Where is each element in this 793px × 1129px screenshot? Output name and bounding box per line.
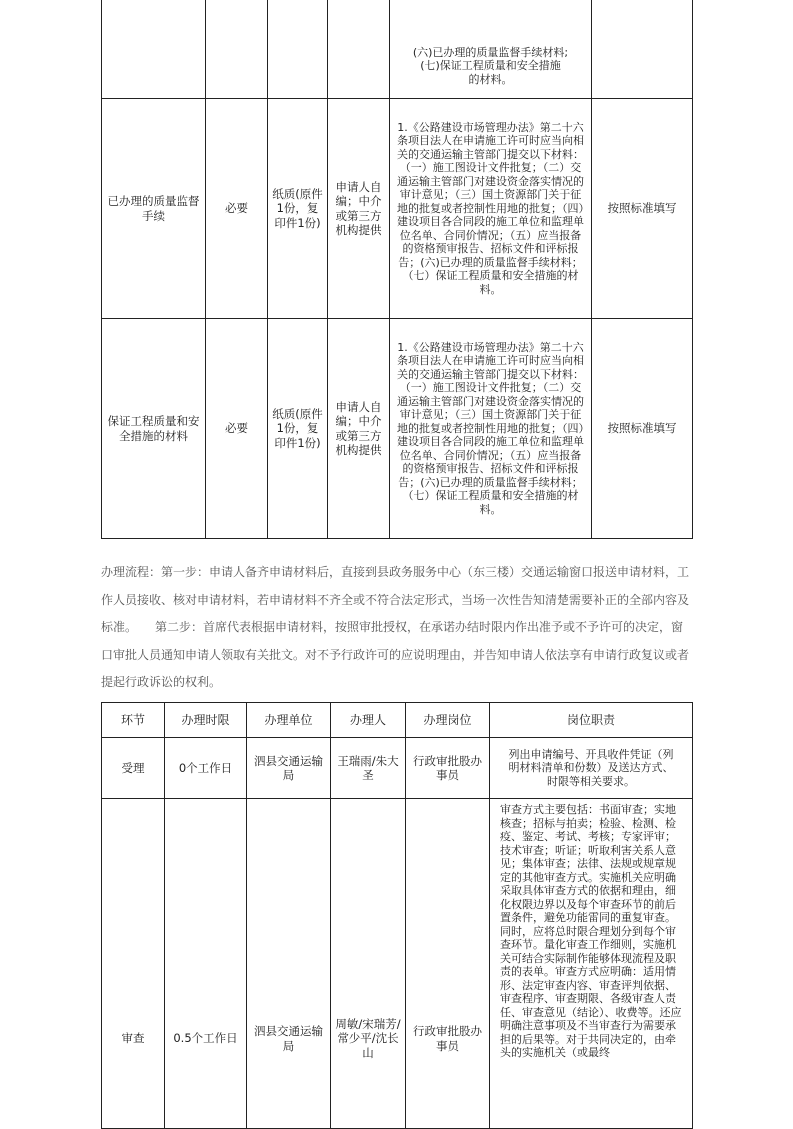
required-cell: 必要 (206, 99, 268, 319)
materials-table (101, 0, 693, 539)
header-cell: 办理时限 (165, 703, 247, 738)
form-cell: 纸质(原件1份，复印件1份) (268, 319, 328, 539)
legal-basis-cell: 1.《公路建设市场管理办法》第二十六条项目法人在申请施工许可时应当向相关的交通运输主管部门提交以下材料：（一）施工图设计文件批复；（二）交通运输主管部门对建设资金落实情况的审计意见；（三）国土资源部门关于征地的批复或者控制性用地的批复；（四）建设项目各合同段的施工单位和监理单位名单、合同价情况；（五）应当报备的资格预审报告、招标文件和评标报告；(六)已办理的质量监督手续材料；（七）保证工程质量和安全措施的材料。 (390, 99, 592, 319)
required-cell (206, 0, 268, 99)
header-cell: 办理岗位 (406, 703, 490, 738)
table-row (102, 99, 693, 319)
table-row (102, 738, 693, 799)
legal-basis-line: 的材料。 (468, 72, 513, 86)
process-text: 办理流程：第一步：申请人备齐申请材料后，直接到县政务服务中心（东三楼）交通运输窗口报送申请材料，工作人员接收、核对申请材料，若申请材料不齐全或不符合法定形式，当场一次性告知清楚需要补正的全部内容及标准。 第二步：首席代表根据申请材料，按照审批授权，在承诺办结时限内作出准予或不予许可的决定，窗口审批人员通知申请人领取有关批文。对不予行政许可的应说明理由，并告知申请人依法享有申请行政复议或者提起行政诉讼的权利。 (101, 565, 690, 689)
note-cell: 按照标准填写 (592, 319, 693, 539)
legal-basis-line: (七)保证工程质量和安全措施 (420, 59, 561, 72)
unit-cell: 泗县交通运输局 (247, 799, 331, 1129)
table-row (102, 319, 693, 539)
note-cell: 按照标准填写 (592, 99, 693, 319)
legal-basis-cell: 1.《公路建设市场管理办法》第二十六条项目法人在申请施工许可时应当向相关的交通运输主管部门提交以下材料：（一）施工图设计文件批复；（二）交通运输主管部门对建设资金落实情况的审计意见；（三）国土资源部门关于征地的批复或者控制性用地的批复；（四）建设项目各合同段的施工单位和监理单位名单、合同价情况；（五）应当报备的资格预审报告、招标文件和评标报告；(六)已办理的质量监督手续材料；（七）保证工程质量和安全措施的材料。 (390, 319, 592, 539)
source-cell (328, 0, 390, 99)
source-cell: 申请人自编；中介或第三方机构提供 (328, 319, 390, 539)
duty-cell: 列出申请编号、开具收件凭证（列明材料清单和份数）及送达方式、时限等相关要求。 (490, 738, 693, 799)
step-cell: 审查 (102, 799, 165, 1129)
material-name-cell (102, 0, 206, 99)
form-cell (268, 0, 328, 99)
step-cell: 受理 (102, 738, 165, 799)
post-cell: 行政审批股办事员 (406, 738, 490, 799)
process-description (101, 559, 693, 697)
header-cell: 环节 (102, 703, 165, 738)
time-limit-cell: 0.5个工作日 (165, 799, 247, 1129)
form-cell: 纸质(原件1份，复印件1份) (268, 99, 328, 319)
post-cell: 行政审批股办事员 (406, 799, 490, 1129)
table-header-row (102, 703, 693, 738)
time-limit-cell: 0个工作日 (165, 738, 247, 799)
required-cell: 必要 (206, 319, 268, 539)
duty-cell: 审查方式主要包括：书面审查；实地核查；招标与拍卖；检验、检测、检疫、鉴定、考试、考核；专家评审；技术审查；听证；听取利害关系人意见；集体审查；法律、法规或规章规定的其他审查方式。实施机关应明确采取具体审查方式的依据和理由，细化权限边界以及每个审查环节的前后置条件，避免功能雷同的重复审查。同时，应将总时限合理划分到每个审查环节。量化审查工作细则，实施机关可结合实际制作能够体现流程及职责的表单。审查方式应明确：适用情形、法定审查内容、审查评判依据、审查程序、审查期限、各级审查人责任、审查意见（结论）、收费等。还应明确注意事项及不当审查行为需要承担的后果等。对于共同决定的，由牵头的实施机关（或最终 (490, 799, 693, 1129)
material-name-cell: 保证工程质量和安全措施的材料 (102, 319, 206, 539)
header-cell: 办理人 (331, 703, 406, 738)
legal-basis-cell (390, 0, 592, 99)
person-cell: 周敏/宋瑞芳/常少平/沈长山 (331, 799, 406, 1129)
table-row (102, 0, 693, 99)
steps-table (101, 702, 693, 1129)
person-cell: 王瑞雨/朱大圣 (331, 738, 406, 799)
unit-cell: 泗县交通运输局 (247, 738, 331, 799)
material-name-cell: 已办理的质量监督手续 (102, 99, 206, 319)
note-cell (592, 0, 693, 99)
header-cell: 办理单位 (247, 703, 331, 738)
table-row (102, 799, 693, 1129)
legal-basis-line: (六)已办理的质量监督手续材料; (412, 45, 569, 59)
source-cell: 申请人自编；中介或第三方机构提供 (328, 99, 390, 319)
header-cell: 岗位职责 (490, 703, 693, 738)
